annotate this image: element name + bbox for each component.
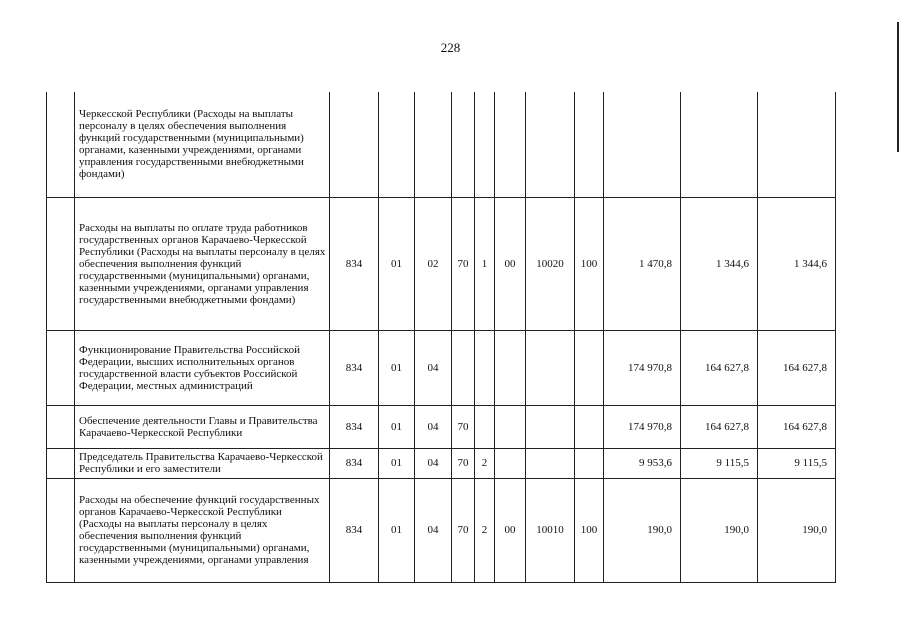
cell-section xyxy=(379,92,415,197)
cell-sum-year1 xyxy=(604,92,681,197)
cell-subprogram: 2 xyxy=(475,448,495,478)
table-row xyxy=(47,448,836,478)
row-description: Функционирование Правительства Российской Федерации, высших исполнительных органов государственной власти субъектов Российской Федерации, местных администраций xyxy=(75,330,330,405)
cell-program xyxy=(452,330,475,405)
row-description: Расходы на обеспечение функций государственных органов Карачаево-Черкесской Республики (Расходы на выплаты персоналу в целях обеспечения выполнения функций государственными (муниципальными) органами, казенными учреждениями, органами управления xyxy=(75,478,330,582)
row-description: Расходы на выплаты по оплате труда работников государственных органов Карачаево-Черкесской Республики (Расходы на выплаты персоналу в целях обеспечения выполнения функций государственными (муниципальными) органами, казенными учреждениями, органами управления государственными внебюджетными фондами) xyxy=(75,197,330,330)
cell-expense-type xyxy=(575,448,604,478)
row-description: Председатель Правительства Карачаево-Черкесской Республики и его заместители xyxy=(75,448,330,478)
cell-sum-year1: 9 953,6 xyxy=(604,448,681,478)
row-number-cell xyxy=(47,92,75,197)
cell-section: 01 xyxy=(379,478,415,582)
cell-section: 01 xyxy=(379,197,415,330)
cell-section: 01 xyxy=(379,330,415,405)
cell-direction xyxy=(526,92,575,197)
cell-subprogram: 1 xyxy=(475,197,495,330)
table-row xyxy=(47,197,836,330)
cell-direction xyxy=(526,330,575,405)
cell-event xyxy=(495,92,526,197)
cell-program: 70 xyxy=(452,197,475,330)
row-number-cell xyxy=(47,405,75,448)
cell-expense-type xyxy=(575,330,604,405)
cell-sum-year1: 174 970,8 xyxy=(604,330,681,405)
cell-subsection: 04 xyxy=(415,448,452,478)
row-number-cell xyxy=(47,330,75,405)
cell-subsection: 04 xyxy=(415,405,452,448)
budget-table-body xyxy=(47,92,836,582)
table-row xyxy=(47,478,836,582)
row-number-cell xyxy=(47,478,75,582)
cell-subsection: 04 xyxy=(415,330,452,405)
cell-sum-year2: 164 627,8 xyxy=(681,405,758,448)
cell-event xyxy=(495,405,526,448)
cell-program: 70 xyxy=(452,448,475,478)
cell-sum-year2: 190,0 xyxy=(681,478,758,582)
cell-direction: 10020 xyxy=(526,197,575,330)
cell-expense-type: 100 xyxy=(575,478,604,582)
row-description: Обеспечение деятельности Главы и Правительства Карачаево-Черкесской Республики xyxy=(75,405,330,448)
table-row xyxy=(47,405,836,448)
cell-event: 00 xyxy=(495,197,526,330)
row-number-cell xyxy=(47,448,75,478)
cell-subprogram: 2 xyxy=(475,478,495,582)
cell-subprogram xyxy=(475,330,495,405)
row-description: Черкесской Республики (Расходы на выплаты персоналу в целях обеспечения выполнения функций государственными (муниципальными) органами, казенными учреждениями, органами управления государственными внебюджетными фондами) xyxy=(75,92,330,197)
page-number: 228 xyxy=(440,40,461,55)
cell-section: 01 xyxy=(379,405,415,448)
page-edge-mark xyxy=(897,22,899,152)
cell-program: 70 xyxy=(452,478,475,582)
table-row xyxy=(47,92,836,197)
cell-grbs: 834 xyxy=(330,448,379,478)
cell-subprogram xyxy=(475,405,495,448)
cell-event xyxy=(495,330,526,405)
cell-direction: 10010 xyxy=(526,478,575,582)
cell-direction xyxy=(526,405,575,448)
row-number-cell xyxy=(47,197,75,330)
cell-direction xyxy=(526,448,575,478)
cell-sum-year1: 1 470,8 xyxy=(604,197,681,330)
budget-table xyxy=(46,92,836,583)
cell-event: 00 xyxy=(495,478,526,582)
cell-sum-year3: 164 627,8 xyxy=(758,330,836,405)
cell-event xyxy=(495,448,526,478)
cell-section: 01 xyxy=(379,448,415,478)
cell-sum-year2: 9 115,5 xyxy=(681,448,758,478)
cell-subprogram xyxy=(475,92,495,197)
cell-expense-type xyxy=(575,405,604,448)
table-row xyxy=(47,330,836,405)
cell-expense-type: 100 xyxy=(575,197,604,330)
cell-subsection: 02 xyxy=(415,197,452,330)
cell-sum-year3: 164 627,8 xyxy=(758,405,836,448)
cell-subsection: 04 xyxy=(415,478,452,582)
cell-sum-year1: 174 970,8 xyxy=(604,405,681,448)
cell-sum-year3 xyxy=(758,92,836,197)
cell-program: 70 xyxy=(452,405,475,448)
cell-grbs: 834 xyxy=(330,405,379,448)
cell-grbs xyxy=(330,92,379,197)
cell-sum-year3: 9 115,5 xyxy=(758,448,836,478)
cell-expense-type xyxy=(575,92,604,197)
cell-sum-year2: 1 344,6 xyxy=(681,197,758,330)
cell-sum-year3: 1 344,6 xyxy=(758,197,836,330)
cell-subsection xyxy=(415,92,452,197)
cell-grbs: 834 xyxy=(330,197,379,330)
cell-sum-year2 xyxy=(681,92,758,197)
cell-grbs: 834 xyxy=(330,478,379,582)
cell-grbs: 834 xyxy=(330,330,379,405)
cell-sum-year2: 164 627,8 xyxy=(681,330,758,405)
cell-sum-year3: 190,0 xyxy=(758,478,836,582)
cell-sum-year1: 190,0 xyxy=(604,478,681,582)
cell-program xyxy=(452,92,475,197)
